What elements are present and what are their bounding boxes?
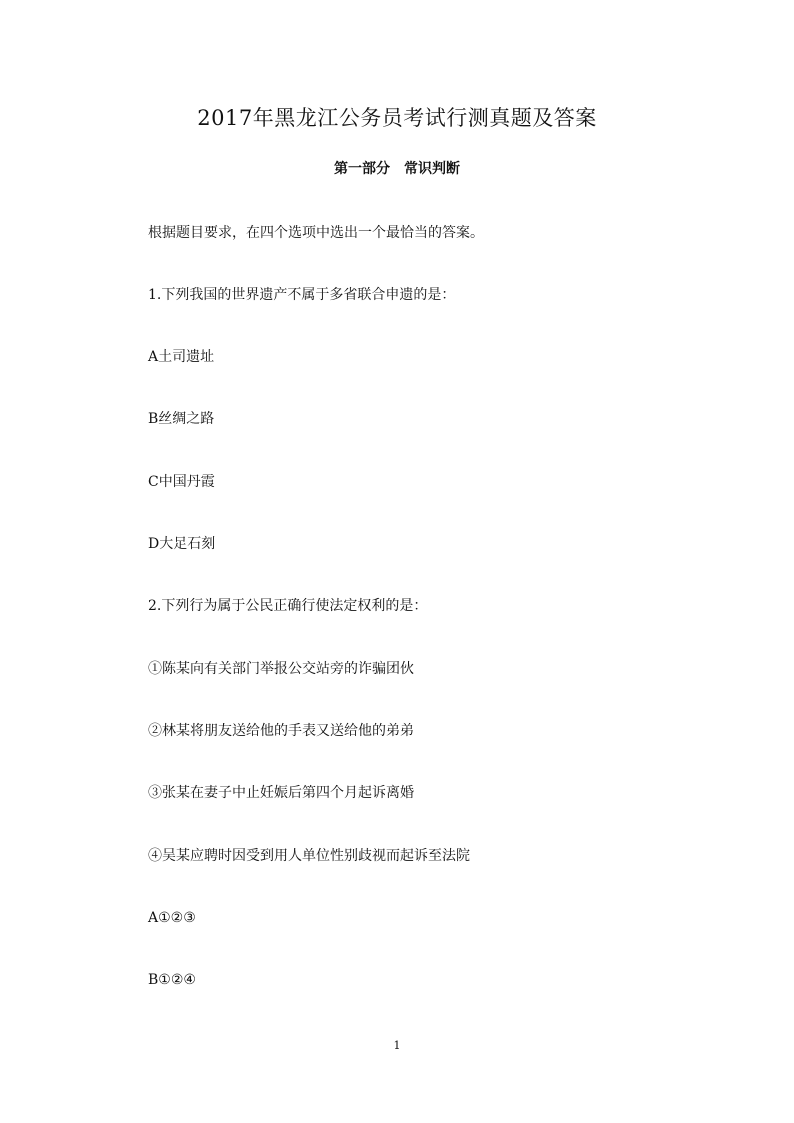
question-1-option-d: D大足石刻	[148, 536, 216, 552]
question-1-stem: 1.下列我国的世界遗产不属于多省联合申遗的是：	[148, 287, 456, 303]
question-2-stem: 2.下列行为属于公民正确行使法定权利的是：	[148, 598, 428, 614]
question-2-statement-1: ①陈某向有关部门举报公交站旁的诈骗团伙	[148, 661, 414, 677]
question-2-option-a: A①②③	[148, 910, 196, 926]
section-title: 第一部分 常识判断	[334, 161, 460, 177]
question-2-statement-2: ②林某将朋友送给他的手表又送给他的弟弟	[148, 723, 414, 739]
question-1-option-a: A土司遗址	[148, 349, 215, 365]
page-number: 1	[393, 1039, 401, 1052]
question-2-statement-4: ④吴某应聘时因受到用人单位性别歧视而起诉至法院	[148, 848, 470, 864]
question-2-option-b: B①②④	[148, 972, 196, 988]
question-1-option-b: B丝绸之路	[148, 411, 215, 427]
document-title: 2017年黑龙江公务员考试行测真题及答案	[197, 106, 597, 130]
question-1-option-c: C中国丹霞	[148, 474, 215, 490]
question-2-statement-3: ③张某在妻子中止妊娠后第四个月起诉离婚	[148, 785, 414, 801]
instructions: 根据题目要求，在四个选项中选出一个最恰当的答案。	[148, 225, 484, 241]
